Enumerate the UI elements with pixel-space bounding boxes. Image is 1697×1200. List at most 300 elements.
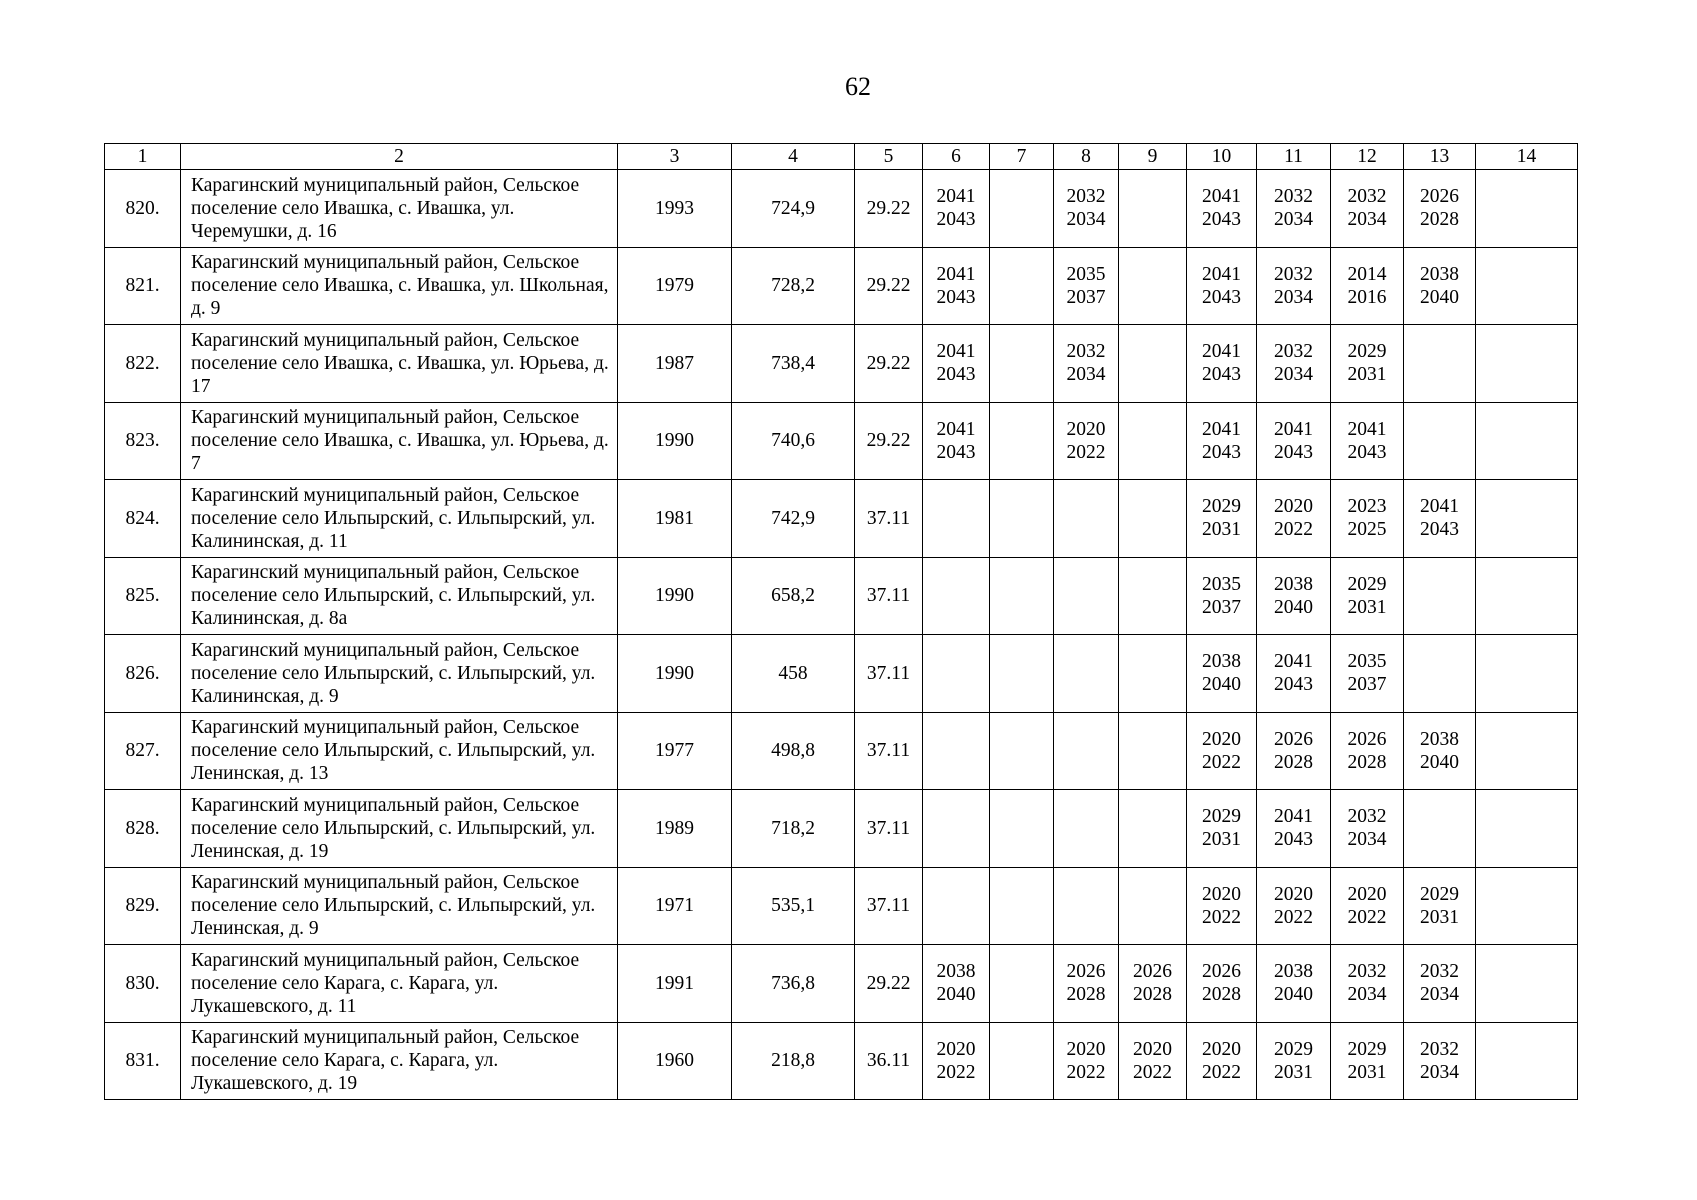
page-number: 62 xyxy=(845,72,871,101)
period-cell-13 xyxy=(1404,790,1476,868)
period-end-year: 2022 xyxy=(1202,906,1241,928)
row-number: 828. xyxy=(105,790,181,868)
period-cell-11 xyxy=(1257,945,1331,1023)
period-cell-11 xyxy=(1257,325,1331,403)
period-start-year: 2041 xyxy=(1420,496,1459,518)
period-start-year: 2029 xyxy=(1347,1038,1387,1060)
row-number: 821. xyxy=(105,247,181,325)
period-end-year: 2040 xyxy=(1420,751,1459,773)
period-end-year: 2022 xyxy=(1202,1061,1241,1083)
period-cell-14 xyxy=(1476,557,1578,635)
period-end-year: 2022 xyxy=(1347,906,1387,928)
area-cell: 736,8 xyxy=(732,945,855,1023)
period-cell-14 xyxy=(1476,402,1578,480)
period-start-year: 2020 xyxy=(1274,883,1313,905)
period-cell-8 xyxy=(1054,945,1119,1023)
period-start-year: 2020 xyxy=(1347,883,1387,905)
period-cell-12 xyxy=(1331,325,1404,403)
area-cell: 218,8 xyxy=(732,1022,855,1100)
code-cell: 37.11 xyxy=(855,712,923,790)
area-cell: 535,1 xyxy=(732,867,855,945)
period-start-year: 2038 xyxy=(1274,961,1313,983)
period-end-year: 2022 xyxy=(1133,1061,1172,1083)
period-cell-14 xyxy=(1476,945,1578,1023)
period-start-year: 2026 xyxy=(1420,186,1459,208)
period-cell-7 xyxy=(990,712,1054,790)
period-start-year: 2032 xyxy=(1347,961,1387,983)
row-number: 829. xyxy=(105,867,181,945)
period-end-year: 2022 xyxy=(936,1061,976,1083)
period-cell-6 xyxy=(923,635,990,713)
period-cell-11 xyxy=(1257,557,1331,635)
period-end-year: 2040 xyxy=(1274,596,1313,618)
period-cell-13 xyxy=(1404,402,1476,480)
period-cell-7 xyxy=(990,325,1054,403)
column-number-12: 12 xyxy=(1331,144,1404,170)
period-end-year: 2034 xyxy=(1274,364,1313,386)
address-cell: Карагинский муниципальный район, Сельское поселение село Ивашка, с. Ивашка, ул. Черемушки, д. 16 xyxy=(181,170,618,248)
period-end-year: 2037 xyxy=(1066,286,1106,308)
row-number: 831. xyxy=(105,1022,181,1100)
table-row xyxy=(105,712,1578,790)
build-year-cell: 1990 xyxy=(618,557,732,635)
period-cell-6 xyxy=(923,480,990,558)
period-cell-10 xyxy=(1187,170,1257,248)
period-cell-11 xyxy=(1257,635,1331,713)
table-row xyxy=(105,247,1578,325)
period-end-year: 2028 xyxy=(1347,751,1387,773)
period-start-year: 2020 xyxy=(1066,1038,1106,1060)
period-start-year: 2026 xyxy=(1274,728,1313,750)
period-cell-9 xyxy=(1119,635,1187,713)
period-cell-13 xyxy=(1404,480,1476,558)
period-start-year: 2026 xyxy=(1347,728,1387,750)
address-cell: Карагинский муниципальный район, Сельское поселение село Карага, с. Карага, ул. Лукашевского, д. 11 xyxy=(181,945,618,1023)
table-row xyxy=(105,790,1578,868)
period-cell-13 xyxy=(1404,712,1476,790)
period-start-year: 2035 xyxy=(1066,263,1106,285)
period-cell-6 xyxy=(923,712,990,790)
period-end-year: 2031 xyxy=(1274,1061,1313,1083)
table-row xyxy=(105,480,1578,558)
period-cell-14 xyxy=(1476,480,1578,558)
table-row xyxy=(105,557,1578,635)
period-start-year: 2032 xyxy=(1066,341,1106,363)
period-start-year: 2029 xyxy=(1274,1038,1313,1060)
code-cell: 29.22 xyxy=(855,402,923,480)
period-cell-6 xyxy=(923,1022,990,1100)
period-cell-13 xyxy=(1404,325,1476,403)
period-start-year: 2029 xyxy=(1202,496,1241,518)
period-cell-14 xyxy=(1476,247,1578,325)
period-end-year: 2040 xyxy=(1420,286,1459,308)
period-cell-10 xyxy=(1187,635,1257,713)
period-cell-6 xyxy=(923,790,990,868)
period-cell-7 xyxy=(990,1022,1054,1100)
period-cell-7 xyxy=(990,480,1054,558)
period-cell-8 xyxy=(1054,790,1119,868)
column-number-9: 9 xyxy=(1119,144,1187,170)
period-start-year: 2020 xyxy=(1202,883,1241,905)
period-end-year: 2031 xyxy=(1202,829,1241,851)
period-cell-12 xyxy=(1331,247,1404,325)
period-end-year: 2043 xyxy=(1420,519,1459,541)
area-cell: 738,4 xyxy=(732,325,855,403)
row-number: 823. xyxy=(105,402,181,480)
period-cell-13 xyxy=(1404,170,1476,248)
period-end-year: 2043 xyxy=(1202,441,1241,463)
period-cell-9 xyxy=(1119,480,1187,558)
area-cell: 658,2 xyxy=(732,557,855,635)
period-start-year: 2020 xyxy=(1202,728,1241,750)
area-cell: 728,2 xyxy=(732,247,855,325)
period-cell-10 xyxy=(1187,1022,1257,1100)
period-end-year: 2034 xyxy=(1347,829,1387,851)
period-end-year: 2028 xyxy=(1066,984,1106,1006)
period-end-year: 2034 xyxy=(1066,209,1106,231)
period-cell-13 xyxy=(1404,247,1476,325)
address-cell: Карагинский муниципальный район, Сельское поселение село Ильпырский, с. Ильпырский, ул. Калининская, д. 11 xyxy=(181,480,618,558)
period-start-year: 2020 xyxy=(1202,1038,1241,1060)
column-number-3: 3 xyxy=(618,144,732,170)
period-start-year: 2032 xyxy=(1066,186,1106,208)
period-cell-9 xyxy=(1119,170,1187,248)
period-start-year: 2038 xyxy=(1420,728,1459,750)
table-row xyxy=(105,325,1578,403)
row-number: 826. xyxy=(105,635,181,713)
period-cell-14 xyxy=(1476,1022,1578,1100)
period-start-year: 2041 xyxy=(1202,263,1241,285)
period-end-year: 2022 xyxy=(1274,906,1313,928)
period-cell-12 xyxy=(1331,402,1404,480)
period-end-year: 2034 xyxy=(1066,364,1106,386)
code-cell: 29.22 xyxy=(855,325,923,403)
row-number: 824. xyxy=(105,480,181,558)
register-table xyxy=(104,143,1578,1100)
period-cell-11 xyxy=(1257,867,1331,945)
period-end-year: 2031 xyxy=(1347,596,1387,618)
code-cell: 37.11 xyxy=(855,867,923,945)
build-year-cell: 1990 xyxy=(618,402,732,480)
area-cell: 724,9 xyxy=(732,170,855,248)
column-number-row xyxy=(105,144,1578,170)
period-start-year: 2029 xyxy=(1347,341,1387,363)
period-cell-7 xyxy=(990,247,1054,325)
row-number: 820. xyxy=(105,170,181,248)
build-year-cell: 1990 xyxy=(618,635,732,713)
period-cell-11 xyxy=(1257,1022,1331,1100)
period-cell-14 xyxy=(1476,635,1578,713)
period-start-year: 2014 xyxy=(1347,263,1387,285)
period-start-year: 2038 xyxy=(1274,573,1313,595)
table-row xyxy=(105,402,1578,480)
build-year-cell: 1989 xyxy=(618,790,732,868)
period-end-year: 2043 xyxy=(1347,441,1387,463)
period-start-year: 2038 xyxy=(1420,263,1459,285)
period-start-year: 2041 xyxy=(1202,418,1241,440)
period-end-year: 2028 xyxy=(1420,209,1459,231)
table-row xyxy=(105,635,1578,713)
address-cell: Карагинский муниципальный район, Сельское поселение село Ильпырский, с. Ильпырский, ул. Калининская, д. 8а xyxy=(181,557,618,635)
period-start-year: 2029 xyxy=(1202,806,1241,828)
area-cell: 740,6 xyxy=(732,402,855,480)
period-end-year: 2040 xyxy=(1274,984,1313,1006)
period-end-year: 2034 xyxy=(1420,984,1459,1006)
period-cell-13 xyxy=(1404,557,1476,635)
period-cell-8 xyxy=(1054,557,1119,635)
column-number-7: 7 xyxy=(990,144,1054,170)
period-cell-14 xyxy=(1476,867,1578,945)
period-end-year: 2037 xyxy=(1347,674,1387,696)
table-row xyxy=(105,1022,1578,1100)
period-start-year: 2041 xyxy=(936,341,976,363)
period-start-year: 2020 xyxy=(1066,418,1106,440)
period-cell-8 xyxy=(1054,247,1119,325)
period-cell-8 xyxy=(1054,170,1119,248)
period-cell-7 xyxy=(990,635,1054,713)
code-cell: 37.11 xyxy=(855,480,923,558)
period-start-year: 2035 xyxy=(1347,651,1387,673)
period-cell-10 xyxy=(1187,247,1257,325)
period-cell-11 xyxy=(1257,712,1331,790)
period-cell-6 xyxy=(923,867,990,945)
period-end-year: 2022 xyxy=(1066,441,1106,463)
column-number-2: 2 xyxy=(181,144,618,170)
period-cell-7 xyxy=(990,557,1054,635)
period-end-year: 2043 xyxy=(936,441,976,463)
period-cell-8 xyxy=(1054,325,1119,403)
period-start-year: 2035 xyxy=(1202,573,1241,595)
address-cell: Карагинский муниципальный район, Сельское поселение село Ильпырский, с. Ильпырский, ул. Калининская, д. 9 xyxy=(181,635,618,713)
period-cell-7 xyxy=(990,945,1054,1023)
period-end-year: 2028 xyxy=(1202,984,1241,1006)
code-cell: 37.11 xyxy=(855,790,923,868)
area-cell: 742,9 xyxy=(732,480,855,558)
period-start-year: 2038 xyxy=(936,961,976,983)
period-cell-10 xyxy=(1187,867,1257,945)
period-end-year: 2040 xyxy=(936,984,976,1006)
row-number: 822. xyxy=(105,325,181,403)
period-end-year: 2031 xyxy=(1202,519,1241,541)
period-end-year: 2034 xyxy=(1274,209,1313,231)
period-cell-11 xyxy=(1257,480,1331,558)
period-end-year: 2034 xyxy=(1274,286,1313,308)
period-start-year: 2032 xyxy=(1347,806,1387,828)
period-end-year: 2043 xyxy=(1202,364,1241,386)
column-number-4: 4 xyxy=(732,144,855,170)
period-cell-6 xyxy=(923,247,990,325)
period-end-year: 2043 xyxy=(936,209,976,231)
period-cell-9 xyxy=(1119,1022,1187,1100)
period-start-year: 2032 xyxy=(1420,1038,1459,1060)
address-cell: Карагинский муниципальный район, Сельское поселение село Ивашка, с. Ивашка, ул. Юрьева, д. 7 xyxy=(181,402,618,480)
period-start-year: 2026 xyxy=(1202,961,1241,983)
period-end-year: 2022 xyxy=(1274,519,1313,541)
code-cell: 29.22 xyxy=(855,247,923,325)
period-cell-9 xyxy=(1119,325,1187,403)
period-cell-6 xyxy=(923,325,990,403)
row-number: 825. xyxy=(105,557,181,635)
period-cell-12 xyxy=(1331,790,1404,868)
period-cell-10 xyxy=(1187,712,1257,790)
table-row xyxy=(105,170,1578,248)
period-end-year: 2022 xyxy=(1202,751,1241,773)
period-start-year: 2041 xyxy=(1274,418,1313,440)
period-cell-9 xyxy=(1119,790,1187,868)
period-start-year: 2023 xyxy=(1347,496,1387,518)
period-cell-6 xyxy=(923,402,990,480)
code-cell: 29.22 xyxy=(855,945,923,1023)
period-cell-10 xyxy=(1187,557,1257,635)
period-end-year: 2028 xyxy=(1133,984,1172,1006)
period-end-year: 2043 xyxy=(1202,286,1241,308)
period-end-year: 2043 xyxy=(1274,829,1313,851)
period-cell-8 xyxy=(1054,712,1119,790)
period-cell-12 xyxy=(1331,635,1404,713)
column-number-10: 10 xyxy=(1187,144,1257,170)
period-end-year: 2031 xyxy=(1347,1061,1387,1083)
period-start-year: 2026 xyxy=(1133,961,1172,983)
period-end-year: 2043 xyxy=(1274,441,1313,463)
period-cell-6 xyxy=(923,557,990,635)
period-start-year: 2041 xyxy=(1202,341,1241,363)
period-cell-7 xyxy=(990,790,1054,868)
period-end-year: 2034 xyxy=(1420,1061,1459,1083)
period-cell-9 xyxy=(1119,712,1187,790)
period-start-year: 2041 xyxy=(1274,651,1313,673)
period-cell-13 xyxy=(1404,867,1476,945)
area-cell: 718,2 xyxy=(732,790,855,868)
period-cell-8 xyxy=(1054,635,1119,713)
period-cell-9 xyxy=(1119,402,1187,480)
period-cell-8 xyxy=(1054,402,1119,480)
period-cell-8 xyxy=(1054,480,1119,558)
period-start-year: 2020 xyxy=(1133,1038,1172,1060)
period-cell-10 xyxy=(1187,325,1257,403)
table-row xyxy=(105,945,1578,1023)
period-start-year: 2029 xyxy=(1420,883,1459,905)
period-start-year: 2041 xyxy=(1274,806,1313,828)
column-number-13: 13 xyxy=(1404,144,1476,170)
column-number-5: 5 xyxy=(855,144,923,170)
period-start-year: 2026 xyxy=(1066,961,1106,983)
period-cell-10 xyxy=(1187,402,1257,480)
column-number-6: 6 xyxy=(923,144,990,170)
period-start-year: 2032 xyxy=(1420,961,1459,983)
period-cell-13 xyxy=(1404,635,1476,713)
period-start-year: 2041 xyxy=(1347,418,1387,440)
period-start-year: 2032 xyxy=(1274,263,1313,285)
build-year-cell: 1987 xyxy=(618,325,732,403)
row-number: 827. xyxy=(105,712,181,790)
period-end-year: 2025 xyxy=(1347,519,1387,541)
period-start-year: 2029 xyxy=(1347,573,1387,595)
period-cell-10 xyxy=(1187,480,1257,558)
period-cell-6 xyxy=(923,170,990,248)
address-cell: Карагинский муниципальный район, Сельское поселение село Ильпырский, с. Ильпырский, ул. Ленинская, д. 13 xyxy=(181,712,618,790)
table-body xyxy=(105,144,1578,1100)
period-cell-7 xyxy=(990,867,1054,945)
address-cell: Карагинский муниципальный район, Сельское поселение село Ивашка, с. Ивашка, ул. Юрьева, д. 17 xyxy=(181,325,618,403)
period-cell-12 xyxy=(1331,712,1404,790)
code-cell: 36.11 xyxy=(855,1022,923,1100)
area-cell: 498,8 xyxy=(732,712,855,790)
period-cell-7 xyxy=(990,402,1054,480)
period-end-year: 2034 xyxy=(1347,209,1387,231)
period-end-year: 2037 xyxy=(1202,596,1241,618)
period-end-year: 2031 xyxy=(1347,364,1387,386)
address-cell: Карагинский муниципальный район, Сельское поселение село Карага, с. Карага, ул. Лукашевского, д. 19 xyxy=(181,1022,618,1100)
period-cell-8 xyxy=(1054,1022,1119,1100)
period-cell-10 xyxy=(1187,790,1257,868)
period-cell-12 xyxy=(1331,170,1404,248)
address-cell: Карагинский муниципальный район, Сельское поселение село Ильпырский, с. Ильпырский, ул. Ленинская, д. 19 xyxy=(181,790,618,868)
period-cell-14 xyxy=(1476,170,1578,248)
period-cell-13 xyxy=(1404,945,1476,1023)
code-cell: 37.11 xyxy=(855,557,923,635)
period-cell-9 xyxy=(1119,247,1187,325)
period-cell-12 xyxy=(1331,1022,1404,1100)
period-cell-14 xyxy=(1476,325,1578,403)
period-start-year: 2032 xyxy=(1347,186,1387,208)
period-cell-12 xyxy=(1331,480,1404,558)
period-cell-14 xyxy=(1476,790,1578,868)
period-cell-7 xyxy=(990,170,1054,248)
period-cell-10 xyxy=(1187,945,1257,1023)
address-cell: Карагинский муниципальный район, Сельское поселение село Ильпырский, с. Ильпырский, ул. Ленинская, д. 9 xyxy=(181,867,618,945)
period-end-year: 2043 xyxy=(1202,209,1241,231)
build-year-cell: 1977 xyxy=(618,712,732,790)
period-start-year: 2032 xyxy=(1274,341,1313,363)
address-cell: Карагинский муниципальный район, Сельское поселение село Ивашка, с. Ивашка, ул. Школьная, д. 9 xyxy=(181,247,618,325)
column-number-1: 1 xyxy=(105,144,181,170)
period-cell-12 xyxy=(1331,945,1404,1023)
code-cell: 37.11 xyxy=(855,635,923,713)
period-cell-6 xyxy=(923,945,990,1023)
period-end-year: 2034 xyxy=(1347,984,1387,1006)
period-cell-11 xyxy=(1257,402,1331,480)
build-year-cell: 1993 xyxy=(618,170,732,248)
period-cell-14 xyxy=(1476,712,1578,790)
build-year-cell: 1991 xyxy=(618,945,732,1023)
period-end-year: 2028 xyxy=(1274,751,1313,773)
column-number-14: 14 xyxy=(1476,144,1578,170)
period-end-year: 2043 xyxy=(936,364,976,386)
period-start-year: 2041 xyxy=(1202,186,1241,208)
period-start-year: 2041 xyxy=(936,186,976,208)
period-end-year: 2031 xyxy=(1420,906,1459,928)
period-end-year: 2043 xyxy=(936,286,976,308)
build-year-cell: 1971 xyxy=(618,867,732,945)
period-cell-11 xyxy=(1257,170,1331,248)
period-start-year: 2020 xyxy=(936,1038,976,1060)
period-cell-9 xyxy=(1119,867,1187,945)
build-year-cell: 1979 xyxy=(618,247,732,325)
area-cell: 458 xyxy=(732,635,855,713)
period-cell-11 xyxy=(1257,247,1331,325)
build-year-cell: 1960 xyxy=(618,1022,732,1100)
period-cell-8 xyxy=(1054,867,1119,945)
table-row xyxy=(105,867,1578,945)
period-cell-9 xyxy=(1119,557,1187,635)
build-year-cell: 1981 xyxy=(618,480,732,558)
period-start-year: 2038 xyxy=(1202,651,1241,673)
period-cell-13 xyxy=(1404,1022,1476,1100)
column-number-11: 11 xyxy=(1257,144,1331,170)
row-number: 830. xyxy=(105,945,181,1023)
column-number-8: 8 xyxy=(1054,144,1119,170)
period-start-year: 2032 xyxy=(1274,186,1313,208)
